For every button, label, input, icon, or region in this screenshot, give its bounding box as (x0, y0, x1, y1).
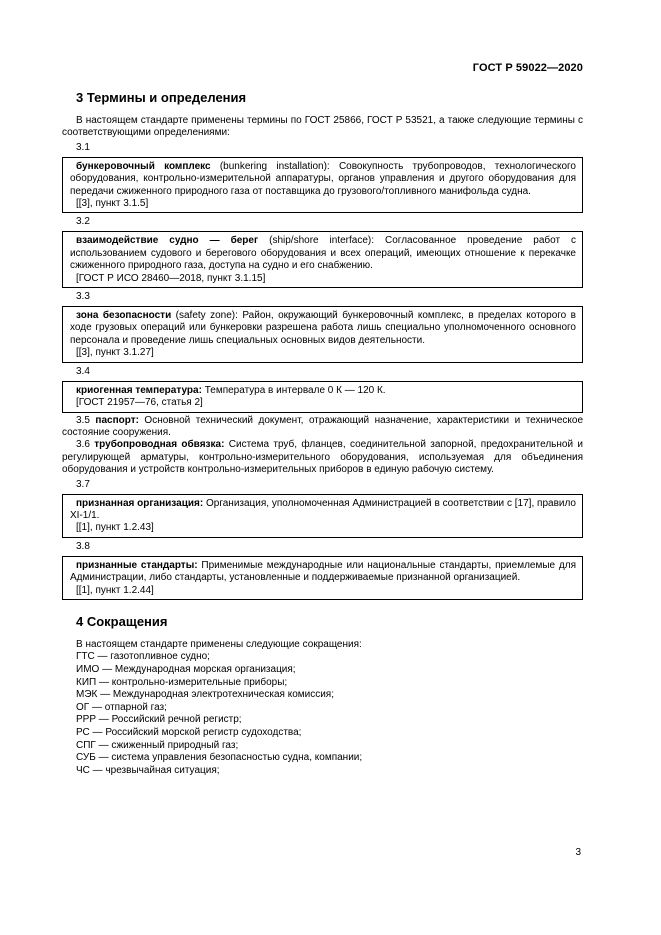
page-content (62, 90, 583, 777)
abbreviation-item: РС — Российский морской регистр судоходства; (76, 726, 302, 738)
term-definition: (bunkering installation): Совокупность трубопроводов, технологического оборудования, контрольно-измерительной аппаратуры, органов управления и другого оборудования для передачи сжиженного природного газа от поставщика до грузового/топливного манифольда судна. (70, 160, 576, 197)
term-name: бункеровочный комплекс (76, 160, 211, 172)
section-3-intro: В настоящем стандарте применены термины по ГОСТ 25866, ГОСТ Р 53521, а также следующие термины с соответствующими определениями: (62, 115, 583, 139)
paragraph-term: паспорт: (95, 414, 139, 426)
paragraph-number: 3.5 (76, 414, 90, 426)
term-source: [ГОСТ 21957—76, статья 2] (76, 397, 203, 409)
paragraph-number: 3.6 (76, 439, 90, 451)
term-name: признанные стандарты: (76, 559, 198, 571)
abbreviation-item: СПГ — сжиженный природный газ; (76, 739, 239, 751)
section-4-intro: В настоящем стандарте применены следующие сокращения: (76, 638, 362, 650)
term-box (62, 556, 583, 600)
paragraph-text: Система труб, фланцев, соединительной запорной, предохранительной и регулирующей арматуры, контрольно-измерительного оборудования, используемая для объединения оборудования и устройств контрольно-измерительных приборов в единую рабочую систему. (62, 439, 583, 476)
abbreviation-item: ЧС — чрезвычайная ситуация; (76, 764, 220, 776)
abbreviation-item: РРР — Российский речной регистр; (76, 714, 242, 726)
page-number: 3 (575, 847, 581, 858)
term-number: 3.1 (76, 141, 90, 153)
term-definition: (safety zone): Район, окружающий бункеровочный комплекс, в пределах которого в ходе грузовых операций или бункеровки разрешена работа лишь специально уполномоченного основного персонала и проведение лишь специальных основных видов деятельности. (70, 310, 576, 346)
abbreviation-item: КИП — контрольно-измерительные приборы; (76, 676, 288, 688)
term-name: криогенная температура: (76, 384, 202, 396)
term-number: 3.2 (76, 216, 90, 228)
term-box (62, 157, 583, 214)
term-name: взаимодействие судно — берег (76, 235, 259, 247)
term-number: 3.8 (76, 540, 90, 552)
term-number: 3.7 (76, 478, 90, 490)
section-4-title: 4 Сокращения (76, 613, 168, 629)
term-source: [[1], пункт 1.2.43] (76, 522, 154, 534)
definition-paragraph (62, 415, 583, 440)
term-source: [[1], пункт 1.2.44] (76, 584, 154, 596)
term-box (62, 231, 583, 288)
term-source: [[3], пункт 3.1.5] (76, 198, 149, 210)
term-source: [[3], пункт 3.1.27] (76, 347, 154, 359)
term-definition: Температура в интервале 0 К — 120 К. (201, 384, 386, 396)
term-definition: Применимые международные или национальные стандарты, приемлемые для Администрации, либо стандарты, установленные и поддерживаемые признанной организацией. (70, 559, 576, 584)
paragraph-term: трубопроводная обвязка: (94, 439, 225, 451)
term-definition: Организация, уполномоченная Администрацией в соответствии с [17], правило XI-1/1. (70, 497, 576, 521)
document-code: ГОСТ Р 59022—2020 (472, 62, 583, 74)
definition-paragraph (62, 439, 583, 476)
abbreviation-item: ИМО — Международная морская организация; (76, 663, 296, 675)
section-3-title: 3 Термины и определения (76, 90, 247, 105)
term-box (62, 306, 583, 363)
term-name: зона безопасности (76, 310, 172, 322)
term-box (62, 381, 583, 413)
term-definition: (ship/shore interface): Согласованное проведение работ с использованием судового и берегового оборудования и всех операций, имеющих отношение к перекачке сжиженного природного газа, доступа на судно и его снабжению. (70, 235, 577, 272)
term-name: признанная организация: (76, 497, 204, 509)
paragraph-text: Основной технический документ, отражающий назначение, характеристики и техническое состояние сооружения. (62, 414, 584, 438)
abbreviation-list (62, 651, 583, 777)
abbreviation-item: СУБ — система управления безопасностью судна, компании; (76, 752, 363, 764)
term-box (62, 494, 583, 538)
term-source: [ГОСТ Р ИСО 28460—2018, пункт 3.1.15] (76, 272, 266, 284)
term-number: 3.4 (76, 365, 90, 377)
term-number: 3.3 (76, 291, 90, 303)
abbreviation-item: ГТС — газотопливное судно; (76, 651, 210, 663)
abbreviation-item: МЭК — Международная электротехническая комиссия; (76, 689, 334, 701)
abbreviation-item: ОГ — отпарной газ; (76, 701, 167, 713)
